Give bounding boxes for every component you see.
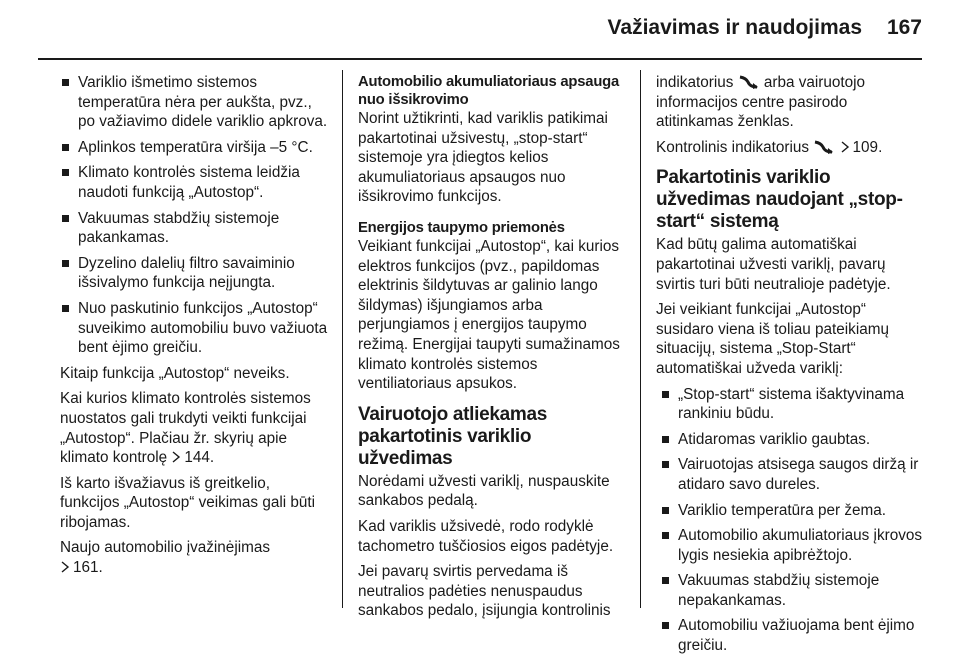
bullet-square-icon: [662, 391, 669, 398]
list-item: Vakuumas stabdžių sistemoje nepakankamas.: [660, 571, 926, 610]
section-title: Pakartotinis variklio užvedimas naudojant „stop-start“ sistemą: [656, 167, 903, 233]
list-item: Aplinkos temperatūra viršija –5 °C.: [60, 138, 330, 158]
paragraph: Veikiant funkcijai „Autostop“, kai kurios elektros funkcijos (pvz., papildomas elektrinis šildytuvas ar galinio lango šildymas) išjungiamos arba perjungiamos į energijos taupymo režimą. Energijai taupyti sumažinamos klimato kontrolės sistemos ventiliatoriaus apsukos.: [358, 237, 620, 393]
bullet-square-icon: [662, 622, 669, 629]
list-item: Vakuumas stabdžių sistemoje pakankamas.: [60, 209, 330, 248]
paragraph: Iš karto išvažiavus iš greitkelio, funkcijos „Autostop“ veikimas gali būti ribojamas.: [60, 474, 316, 531]
list-item: „Stop-start“ sistema išaktyvinama rankiniu būdu.: [660, 385, 926, 424]
page-header: [0, 0, 960, 58]
bullet-square-icon: [62, 215, 69, 222]
bullet-square-icon: [662, 532, 669, 539]
page-reference-arrow-icon: [171, 451, 181, 463]
list-item: Automobiliu važiuojama bent ėjimo greičiu.: [660, 616, 926, 655]
stop-start-indicator-icon: [738, 75, 760, 89]
column-1: [60, 73, 330, 584]
column-2: [358, 73, 628, 627]
list-item: Vairuotojas atsisega saugos diržą ir atidaro savo dureles.: [660, 455, 926, 494]
stop-start-indicator-icon: [813, 140, 835, 154]
column-3: [656, 73, 926, 662]
page-reference-link[interactable]: 109.: [852, 138, 883, 156]
page-reference-link[interactable]: 161.: [73, 559, 103, 577]
paragraph: Kai kurios klimato kontrolės sistemos nuostatos gali trukdyti veikti funkcijai „Autostop“. Plačiau žr. skyrių apie klimato kontrolę 144.: [60, 390, 311, 467]
bullet-square-icon: [662, 507, 669, 514]
column-divider: [640, 70, 641, 608]
paragraph: Kontrolinis indikatorius 109.: [656, 138, 883, 156]
paragraph: Jei pavarų svirtis pervedama iš neutralios padėties nenuspaudus sankabos pedalo, įsijungia kontrolinis: [358, 563, 611, 620]
bullet-square-icon: [62, 79, 69, 86]
bullet-square-icon: [62, 144, 69, 151]
list-item: Atidaromas variklio gaubtas.: [660, 430, 926, 450]
list-item: Variklio temperatūra per žema.: [660, 501, 926, 521]
paragraph: Jei veikiant funkcijai „Autostop“ susidaro viena iš toliau pateikiamų situacijų, sistema „Stop-Start“ automatiškai užveda variklį:: [656, 301, 889, 377]
paragraph: indikatorius arba vairuotojo informacijos centre pasirodo atitinkamas ženklas.: [656, 74, 866, 131]
bullet-square-icon: [662, 461, 669, 468]
section-title: Vairuotojo atliekamas pakartotinis variklio užvedimas: [358, 403, 548, 469]
list-item: Nuo paskutinio funkcijos „Autostop“ suveikimo automobiliu buvo važiuota bent ėjimo greičiu.: [60, 299, 330, 358]
condition-list: [60, 73, 330, 358]
list-item: Dyzelino dalelių filtro savaiminio išsivalymo funkcija neįjungta.: [60, 254, 330, 293]
bullet-square-icon: [662, 436, 669, 443]
page-reference-link[interactable]: 144.: [184, 449, 215, 467]
section-heading: Energijos taupymo priemonės: [358, 219, 565, 236]
header-rule: [38, 58, 922, 60]
paragraph: Kad būtų galima automatiškai pakartotinai užvesti variklį, pavarų svirtis turi būti neutralioje padėtyje.: [656, 236, 891, 293]
section-heading: Automobilio akumuliatoriaus apsauga nuo išsikrovimo: [358, 74, 620, 108]
paragraph: Naujo automobilio įvažinėjimas 161.: [60, 539, 271, 577]
paragraph: Kad variklis užsivedė, rodo rodyklė tachometro tuščiosios eigos padėtyje.: [358, 517, 614, 555]
list-item: Variklio išmetimo sistemos temperatūra nėra per aukšta, pvz., po važiavimo didele variklio apkrova.: [60, 73, 330, 132]
bullet-square-icon: [62, 169, 69, 176]
page-reference-arrow-icon: [840, 141, 850, 153]
bullet-square-icon: [662, 577, 669, 584]
restart-condition-list: [656, 385, 926, 656]
column-divider: [342, 70, 343, 608]
list-item: Automobilio akumuliatoriaus įkrovos lygis nesiekia apibrėžtojo.: [660, 526, 926, 565]
bullet-square-icon: [62, 260, 69, 267]
paragraph: Norint užtikrinti, kad variklis patikimai pakartotinai užsivestų, „stop-start“ sistemoje yra įdiegtos kelios akumuliatoriaus apsaugos nuo išsikrovimo funkcijos.: [358, 110, 608, 206]
list-item: Klimato kontrolės sistema leidžia naudoti funkciją „Autostop“.: [60, 163, 330, 202]
running-title: Važiavimas ir naudojimas: [607, 16, 862, 39]
paragraph: Kitaip funkcija „Autostop“ neveiks.: [60, 364, 290, 382]
bullet-square-icon: [62, 305, 69, 312]
page-reference-arrow-icon: [60, 561, 70, 573]
paragraph: Norėdami užvesti variklį, nuspauskite sankabos pedalą.: [358, 472, 610, 510]
page-number: 167: [886, 16, 922, 39]
